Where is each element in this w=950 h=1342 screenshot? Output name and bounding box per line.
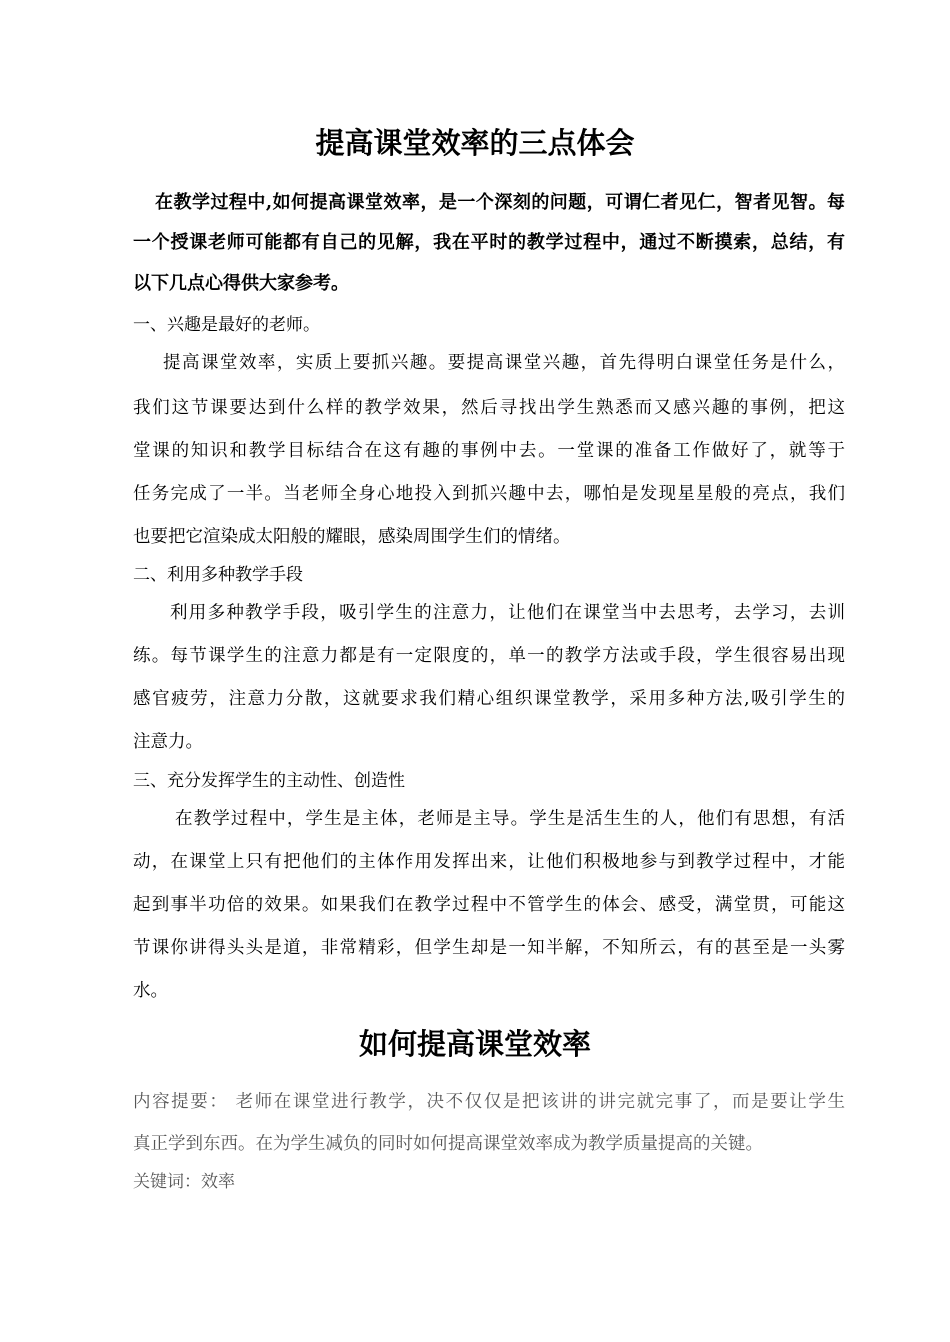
section-heading: 一、兴趣是最好的老师。 xyxy=(133,315,320,335)
paragraph-line: 水。 xyxy=(133,981,168,1001)
paragraph-line: 在教学过程中，学生是主体，老师是主导。学生是活生生的人，他们有思想，有活 xyxy=(175,809,845,829)
paragraph-line: 我们这节课要达到什么样的教学效果，然后寻找出学生熟悉而又感兴趣的事例，把这 xyxy=(133,398,845,418)
intro-line: 一个授课老师可能都有自己的见解，我在平时的教学过程中，通过不断摸索，总结，有 xyxy=(133,232,845,253)
paragraph-line: 动，在课堂上只有把他们的主体作用发挥出来，让他们积极地参与到教学过程中，才能 xyxy=(133,852,845,872)
intro-line: 以下几点心得供大家参考。 xyxy=(133,273,349,294)
summary-line: 真正学到东西。在为学生减负的同时如何提高课堂效率成为教学质量提高的关键。 xyxy=(133,1134,763,1154)
summary-line: 内容提要： 老师在课堂进行教学，决不仅仅是把该讲的讲完就完事了，而是要让学生 xyxy=(133,1092,845,1112)
article-title-2: 如何提高课堂效率 xyxy=(358,1027,591,1061)
paragraph-line: 练。每节课学生的注意力都是有一定限度的，单一的教学方法或手段，学生很容易出现 xyxy=(133,646,845,666)
section-heading: 二、利用多种教学手段 xyxy=(133,565,303,585)
paragraph-line: 利用多种教学手段，吸引学生的注意力，让他们在课堂当中去思考，去学习，去训 xyxy=(170,603,845,623)
article-title: 提高课堂效率的三点体会 xyxy=(315,126,635,160)
paragraph-line: 也要把它渲染成太阳般的耀眼，感染周围学生们的情绪。 xyxy=(133,527,571,547)
paragraph-line: 注意力。 xyxy=(133,732,203,752)
paragraph-line: 提高课堂效率，实质上要抓兴趣。要提高课堂兴趣，首先得明白课堂任务是什么， xyxy=(163,353,845,373)
section-heading: 三、充分发挥学生的主动性、创造性 xyxy=(133,771,405,791)
intro-line: 在教学过程中,如何提高课堂效率，是一个深刻的问题，可谓仁者见仁，智者见智。每 xyxy=(155,192,845,213)
paragraph-line: 起到事半功倍的效果。如果我们在教学过程中不管学生的体会、感受，满堂贯，可能这 xyxy=(133,895,845,915)
paragraph-line: 感官疲劳，注意力分散，这就要求我们精心组织课堂教学，采用多种方法,吸引学生的 xyxy=(133,689,845,709)
paragraph-line: 节课你讲得头头是道，非常精彩，但学生却是一知半解，不知所云，有的甚至是一头雾 xyxy=(133,938,845,958)
keywords: 关键词：效率 xyxy=(133,1172,235,1192)
paragraph-line: 堂课的知识和教学目标结合在这有趣的事例中去。一堂课的准备工作做好了，就等于 xyxy=(133,441,845,461)
paragraph-line: 任务完成了一半。当老师全身心地投入到抓兴趣中去，哪怕是发现星星般的亮点，我们 xyxy=(133,484,845,504)
